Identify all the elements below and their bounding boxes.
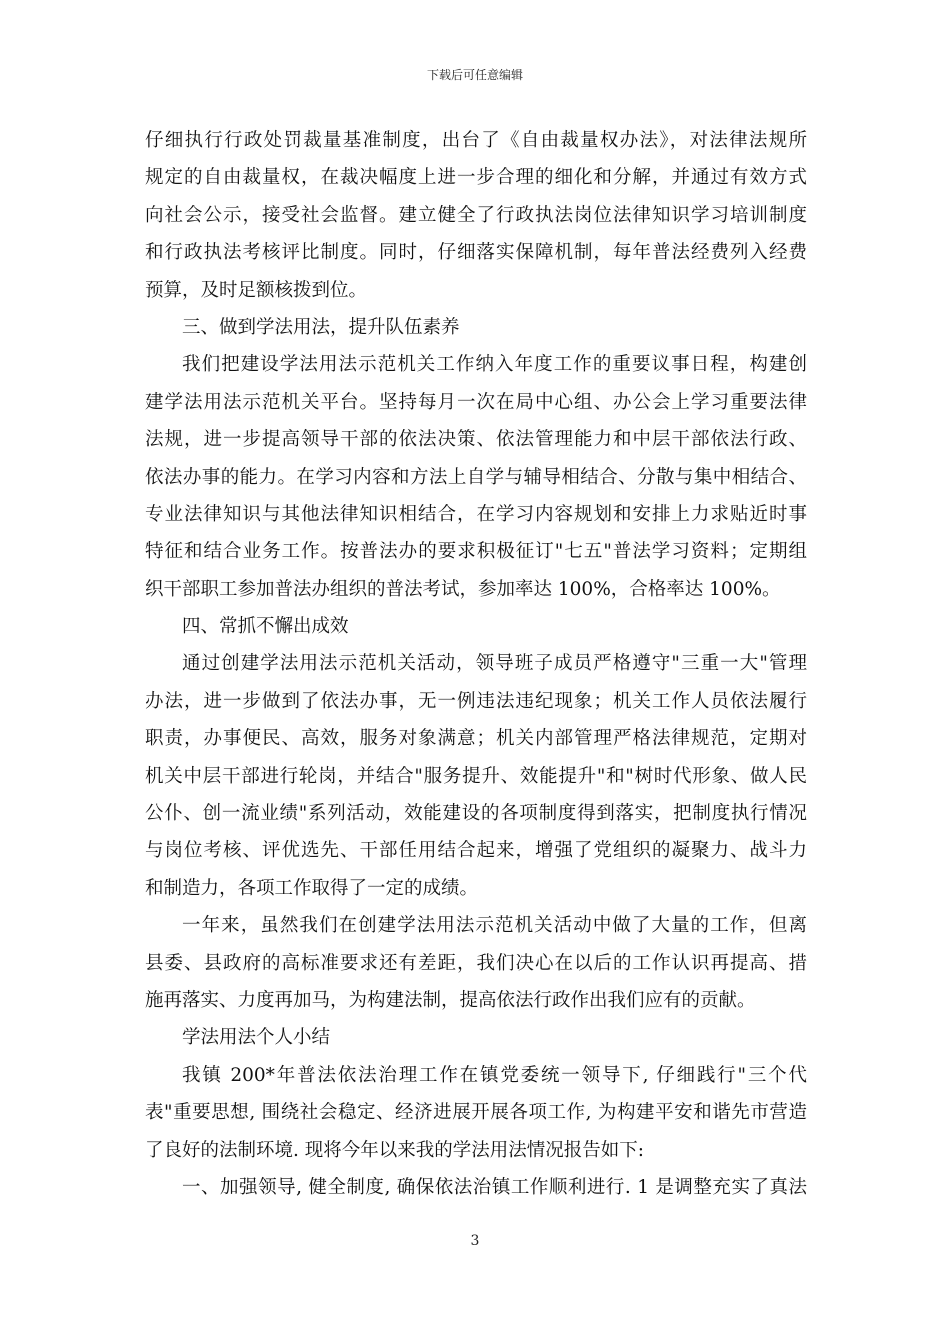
text-line: 和行政执法考核评比制度。同时，仔细落实保障机制，每年普法经费列入经费 [145, 242, 807, 264]
text-line: 织干部职工参加普法办组织的普法考试，参加率达 100%，合格率达 100%。 [145, 578, 781, 600]
document-body [145, 122, 807, 1206]
text-line: 四、常抓不懈出成效 [182, 616, 349, 638]
text-line: 职责，办事便民、高效，服务对象满意；机关内部管理严格法律规范，定期对 [145, 728, 807, 750]
text-line: 一、加强领导, 健全制度, 确保依法治镇工作顺利进行. 1 是调整充实了真法 [182, 1176, 807, 1198]
text-line: 仔细执行行政处罚裁量基准制度，出台了《自由裁量权办法》，对法律法规所 [145, 130, 807, 151]
page-number: 3 [470, 1233, 480, 1249]
text-line: 我们把建设学法用法示范机关工作纳入年度工作的重要议事日程，构建创 [182, 354, 807, 376]
text-line: 学法用法个人小结 [182, 1027, 331, 1049]
text-line: 向社会公示，接受社会监督。建立健全了行政执法岗位法律知识学习培训制度 [145, 204, 807, 226]
text-line: 了良好的法制环境. 现将今年以来我的学法用法情况报告如下: [145, 1139, 644, 1161]
text-line: 特征和结合业务工作。按普法办的要求积极征订"七五"普法学习资料；定期组 [145, 541, 807, 563]
text-line: 专业法律知识与其他法律知识相结合，在学习内容规划和安排上力求贴近时事 [145, 503, 807, 525]
text-line: 依法办事的能力。在学习内容和方法上自学与辅导相结合、分散与集中相结合、 [145, 466, 807, 488]
text-line: 办法，进一步做到了依法办事，无一例违法违纪现象；机关工作人员依法履行 [145, 690, 807, 712]
text-line: 预算，及时足额核拨到位。 [145, 279, 368, 301]
page-header-note: 下载后可任意编辑 [426, 68, 523, 82]
text-line: 规定的自由裁量权，在裁决幅度上进一步合理的细化和分解，并通过有效方式 [145, 167, 807, 189]
text-line: 通过创建学法用法示范机关活动，领导班子成员严格遵守"三重一大"管理 [182, 653, 807, 675]
text-line: 三、做到学法用法，提升队伍素养 [182, 316, 460, 338]
text-line: 我镇 200*年普法依法治理工作在镇党委统一领导下, 仔细践行"三个代 [182, 1064, 807, 1086]
text-line: 法规，进一步提高领导干部的依法决策、依法管理能力和中层干部依法行政、 [145, 429, 807, 451]
text-line: 机关中层干部进行轮岗，并结合"服务提升、效能提升"和"树时代形象、做人民 [145, 765, 807, 787]
text-line: 施再落实、力度再加马，为构建法制，提高依法行政作出我们应有的贡献。 [145, 989, 756, 1011]
text-line: 公仆、创一流业绩"系列活动，效能建设的各项制度得到落实，把制度执行情况 [145, 803, 807, 825]
text-line: 县委、县政府的高标准要求还有差距，我们决心在以后的工作认识再提高、措 [145, 952, 807, 974]
text-line: 与岗位考核、评优选先、干部任用结合起来，增强了党组织的凝聚力、战斗力 [145, 840, 807, 862]
text-line: 一年来，虽然我们在创建学法用法示范机关活动中做了大量的工作，但离 [182, 915, 807, 937]
text-line: 建学法用法示范机关平台。坚持每月一次在局中心组、办公会上学习重要法律 [145, 391, 807, 413]
text-line: 和制造力，各项工作取得了一定的成绩。 [145, 877, 479, 899]
text-line: 表"重要思想, 围绕社会稳定、经济进展开展各项工作, 为构建平安和谐先市营造 [145, 1102, 807, 1124]
